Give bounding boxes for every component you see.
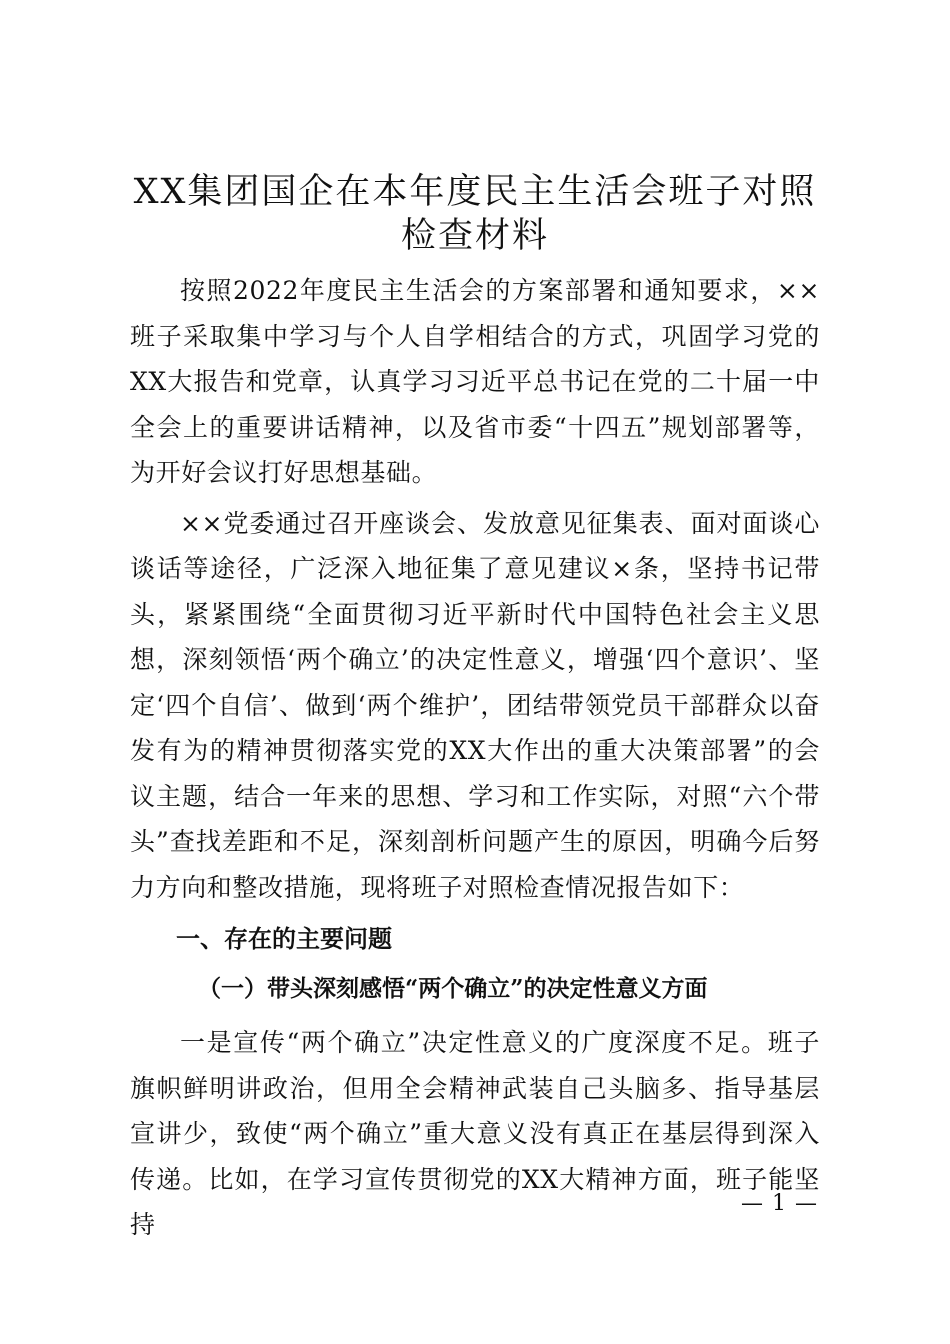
document-title: XX集团国企在本年度民主生活会班子对照检查材料 xyxy=(133,172,817,256)
paragraph-problem-one: 一是宣传“两个确立”决定性意义的广度深度不足。班子旗帜鲜明讲政治，但用全会精神武装自己头脑多、指导基层宣讲少，致使“两个确立”重大意义没有真正在基层得到深入传递。比如，在学习宣传贯彻党的XX大精神方面，班子能坚持 xyxy=(130,1028,820,1239)
section-heading-main-problems: 一、存在的主要问题 xyxy=(176,925,392,953)
subsection-heading-two-establishments: （一）带头深刻感悟“两个确立”的决定性意义方面 xyxy=(198,975,708,1002)
document-body xyxy=(130,268,820,1248)
page-number: — 1 — xyxy=(741,1191,818,1216)
paragraph-intro: 按照2022年度民主生活会的方案部署和通知要求，××班子采取集中学习与个人自学相结合的方式，巩固学习党的XX大报告和党章，认真学习习近平总书记在党的二十届一中全会上的重要讲话精神，以及省市委“十四五”规划部署等，为开好会议打好思想基础。 xyxy=(130,276,820,487)
paragraph-opinion-collection: ××党委通过召开座谈会、发放意见征集表、面对面谈心谈话等途径，广泛深入地征集了意见建议×条，坚持书记带头，紧紧围绕“全面贯彻习近平新时代中国特色社会主义思想，深刻领悟‘两个确立’的决定性意义，增强‘四个意识’、坚定‘四个自信’、做到‘两个维护’，团结带领党员干部群众以奋发有为的精神贯彻落实党的XX大作出的重大决策部署”的会议主题，结合一年来的思想、学习和工作实际，对照“六个带头”查找差距和不足，深刻剖析问题产生的原因，明确今后努力方向和整改措施，现将班子对照检查情况报告如下： xyxy=(130,508,820,902)
